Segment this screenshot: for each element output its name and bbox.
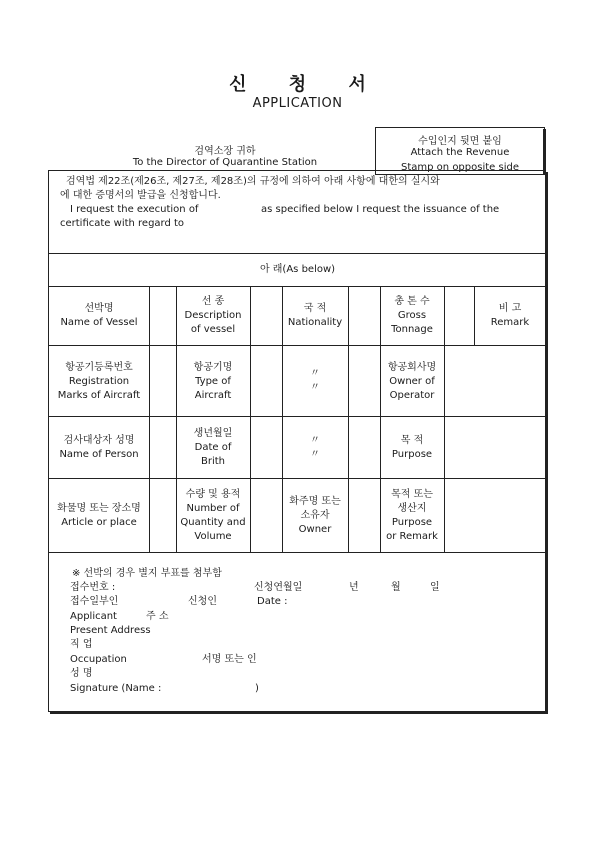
cell-text: Date of: [194, 442, 232, 453]
applicant-english-label: Applicant: [70, 611, 117, 622]
cell-article-or-place: [49, 502, 149, 530]
cell-text: 〃: [310, 382, 320, 393]
month-label: 월: [391, 582, 401, 593]
cell-purpose: [380, 434, 444, 462]
occupation-english-label: Occupation: [70, 654, 127, 665]
application-date-label: 신청연월일: [254, 582, 303, 593]
cell-text: Owner: [298, 524, 332, 535]
address-korean-label: 주 소: [146, 611, 169, 622]
cell-owner: [282, 495, 348, 537]
receipt-number-label: 접수번호 :: [70, 582, 116, 593]
cell-text: Marks of Aircraft: [57, 390, 141, 401]
cell-text: 총 톤 수: [394, 296, 430, 307]
cell-text: 목 적: [400, 435, 424, 446]
cell-purpose-or-remark: [380, 488, 444, 544]
cell-text: 〃: [310, 368, 320, 379]
cell-text: 검사대상자 성명: [63, 435, 135, 446]
cell-text: 화물명 또는 장소명: [57, 503, 141, 514]
cell-text: 〃: [310, 449, 320, 460]
cell-text: Brith: [200, 456, 225, 467]
cell-text: 항공회사명: [387, 362, 437, 373]
cell-text: Operator: [389, 390, 435, 401]
cell-text: Gross: [397, 310, 427, 321]
cell-aircraft-registration: [49, 361, 149, 403]
address-english-label: Present Address: [70, 625, 151, 636]
grid-col-line-7: [444, 286, 445, 553]
cell-text: 국 적: [303, 303, 327, 314]
addressee-english: To the Director of Quarantine Station: [132, 157, 318, 168]
stamp-line-2: Attach the Revenue: [410, 147, 510, 158]
applicant-korean-label: 신청인: [188, 596, 217, 607]
stamp-line-1: 수입인지 뒷면 붙임: [418, 136, 502, 147]
signature-close-paren: ): [255, 683, 259, 694]
rule-below-request: [48, 253, 546, 254]
cell-text: Name of Person: [59, 449, 139, 460]
day-label: 일: [430, 582, 440, 593]
cell-text: Volume: [194, 531, 232, 542]
rule-row-2: [48, 416, 546, 417]
cell-text: Number of: [186, 503, 240, 514]
year-label: 년: [349, 582, 359, 593]
occupation-korean-label: 직 업: [70, 639, 93, 650]
cell-quantity-volume: [176, 488, 250, 544]
grid-col-line-5: [348, 286, 349, 553]
cell-text: 생년월일: [193, 428, 233, 439]
cell-text: or Remark: [386, 531, 438, 542]
cell-text: Tonnage: [391, 324, 433, 335]
grid-col-line-1: [149, 286, 150, 553]
form-title: 신 청 서: [229, 74, 384, 95]
cell-text: 생산지: [397, 503, 427, 514]
rule-row-1: [48, 345, 546, 346]
cell-text: of vessel: [190, 324, 236, 335]
cell-remark: [474, 302, 546, 330]
cell-text: 수량 및 용적: [185, 489, 241, 500]
revenue-stamp-box: [375, 127, 545, 175]
cell-text: Article or place: [61, 517, 137, 528]
frame-shadow-bottom: [50, 711, 548, 714]
cell-text: Purpose: [391, 517, 433, 528]
cell-birth-date: [176, 427, 250, 469]
addressee-korean: 검역소장 귀하: [194, 146, 256, 157]
form-title-english: APPLICATION: [252, 96, 343, 111]
attachment-note: ※ 선박의 경우 별지 부표를 첨부함: [72, 568, 222, 579]
cell-aircraft-operator: [380, 361, 444, 403]
request-english-line-1b: as specified below I request the issuance of the: [261, 204, 500, 215]
cell-text: Type of: [195, 376, 231, 387]
cell-text: Nationality: [287, 317, 343, 328]
cell-text: Quantity and: [180, 517, 246, 528]
cell-text: 항공기명: [193, 362, 233, 373]
cell-text: Purpose: [391, 449, 433, 460]
cell-text: Remark: [490, 317, 530, 328]
cell-text: 〃: [310, 435, 320, 446]
cell-text: 화주명 또는: [289, 496, 341, 507]
cell-nationality: [282, 302, 348, 330]
cell-gross-tonnage: [380, 295, 444, 337]
cell-text: 비 고: [498, 303, 522, 314]
cell-text: Registration: [68, 376, 130, 387]
request-korean-line-2: 에 대한 증명서의 발급을 신청합니다.: [60, 190, 221, 201]
request-korean-line-1: 검역법 제22조(제26조, 제27조, 제28조)의 규정에 의하여 아래 사항에 대한의 실시와: [66, 176, 440, 187]
cell-vessel-description: [176, 295, 250, 337]
cell-text: Name of Vessel: [60, 317, 138, 328]
signature-english-label: Signature (Name :: [70, 683, 162, 694]
signature-korean-label: 서명 또는 인: [202, 654, 257, 665]
rule-below-heading: [48, 286, 546, 287]
cell-ditto-marks-row-3: [282, 434, 348, 462]
rule-row-4: [48, 552, 546, 553]
name-korean-label: 성 명: [70, 668, 93, 679]
cell-text: Owner of: [389, 376, 435, 387]
cell-text: 소유자: [300, 510, 330, 521]
date-english-label: Date :: [257, 596, 288, 607]
stamp-shadow: [543, 129, 546, 175]
cell-aircraft-type: [176, 361, 250, 403]
cell-text: Aircraft: [194, 390, 232, 401]
as-below-heading: 아 래(As below): [259, 264, 336, 275]
cell-text: 선박명: [84, 303, 114, 314]
request-english-line-2: certificate with regard to: [60, 218, 185, 229]
cell-ditto-marks-row-2: [282, 367, 348, 395]
cell-text: 목적 또는: [391, 489, 433, 500]
receipt-date-stamp-label: 접수일부인: [70, 596, 119, 607]
request-english-line-1a: I request the execution of: [70, 204, 199, 215]
cell-text: Description: [184, 310, 242, 321]
grid-col-line-3: [250, 286, 251, 553]
cell-vessel-name: [49, 302, 149, 330]
cell-text: 선 종: [201, 296, 225, 307]
rule-row-3: [48, 478, 546, 479]
cell-text: 항공기등록번호: [65, 362, 133, 373]
stamp-line-3: Stamp on opposite side: [401, 162, 519, 173]
cell-person-name: [49, 434, 149, 462]
